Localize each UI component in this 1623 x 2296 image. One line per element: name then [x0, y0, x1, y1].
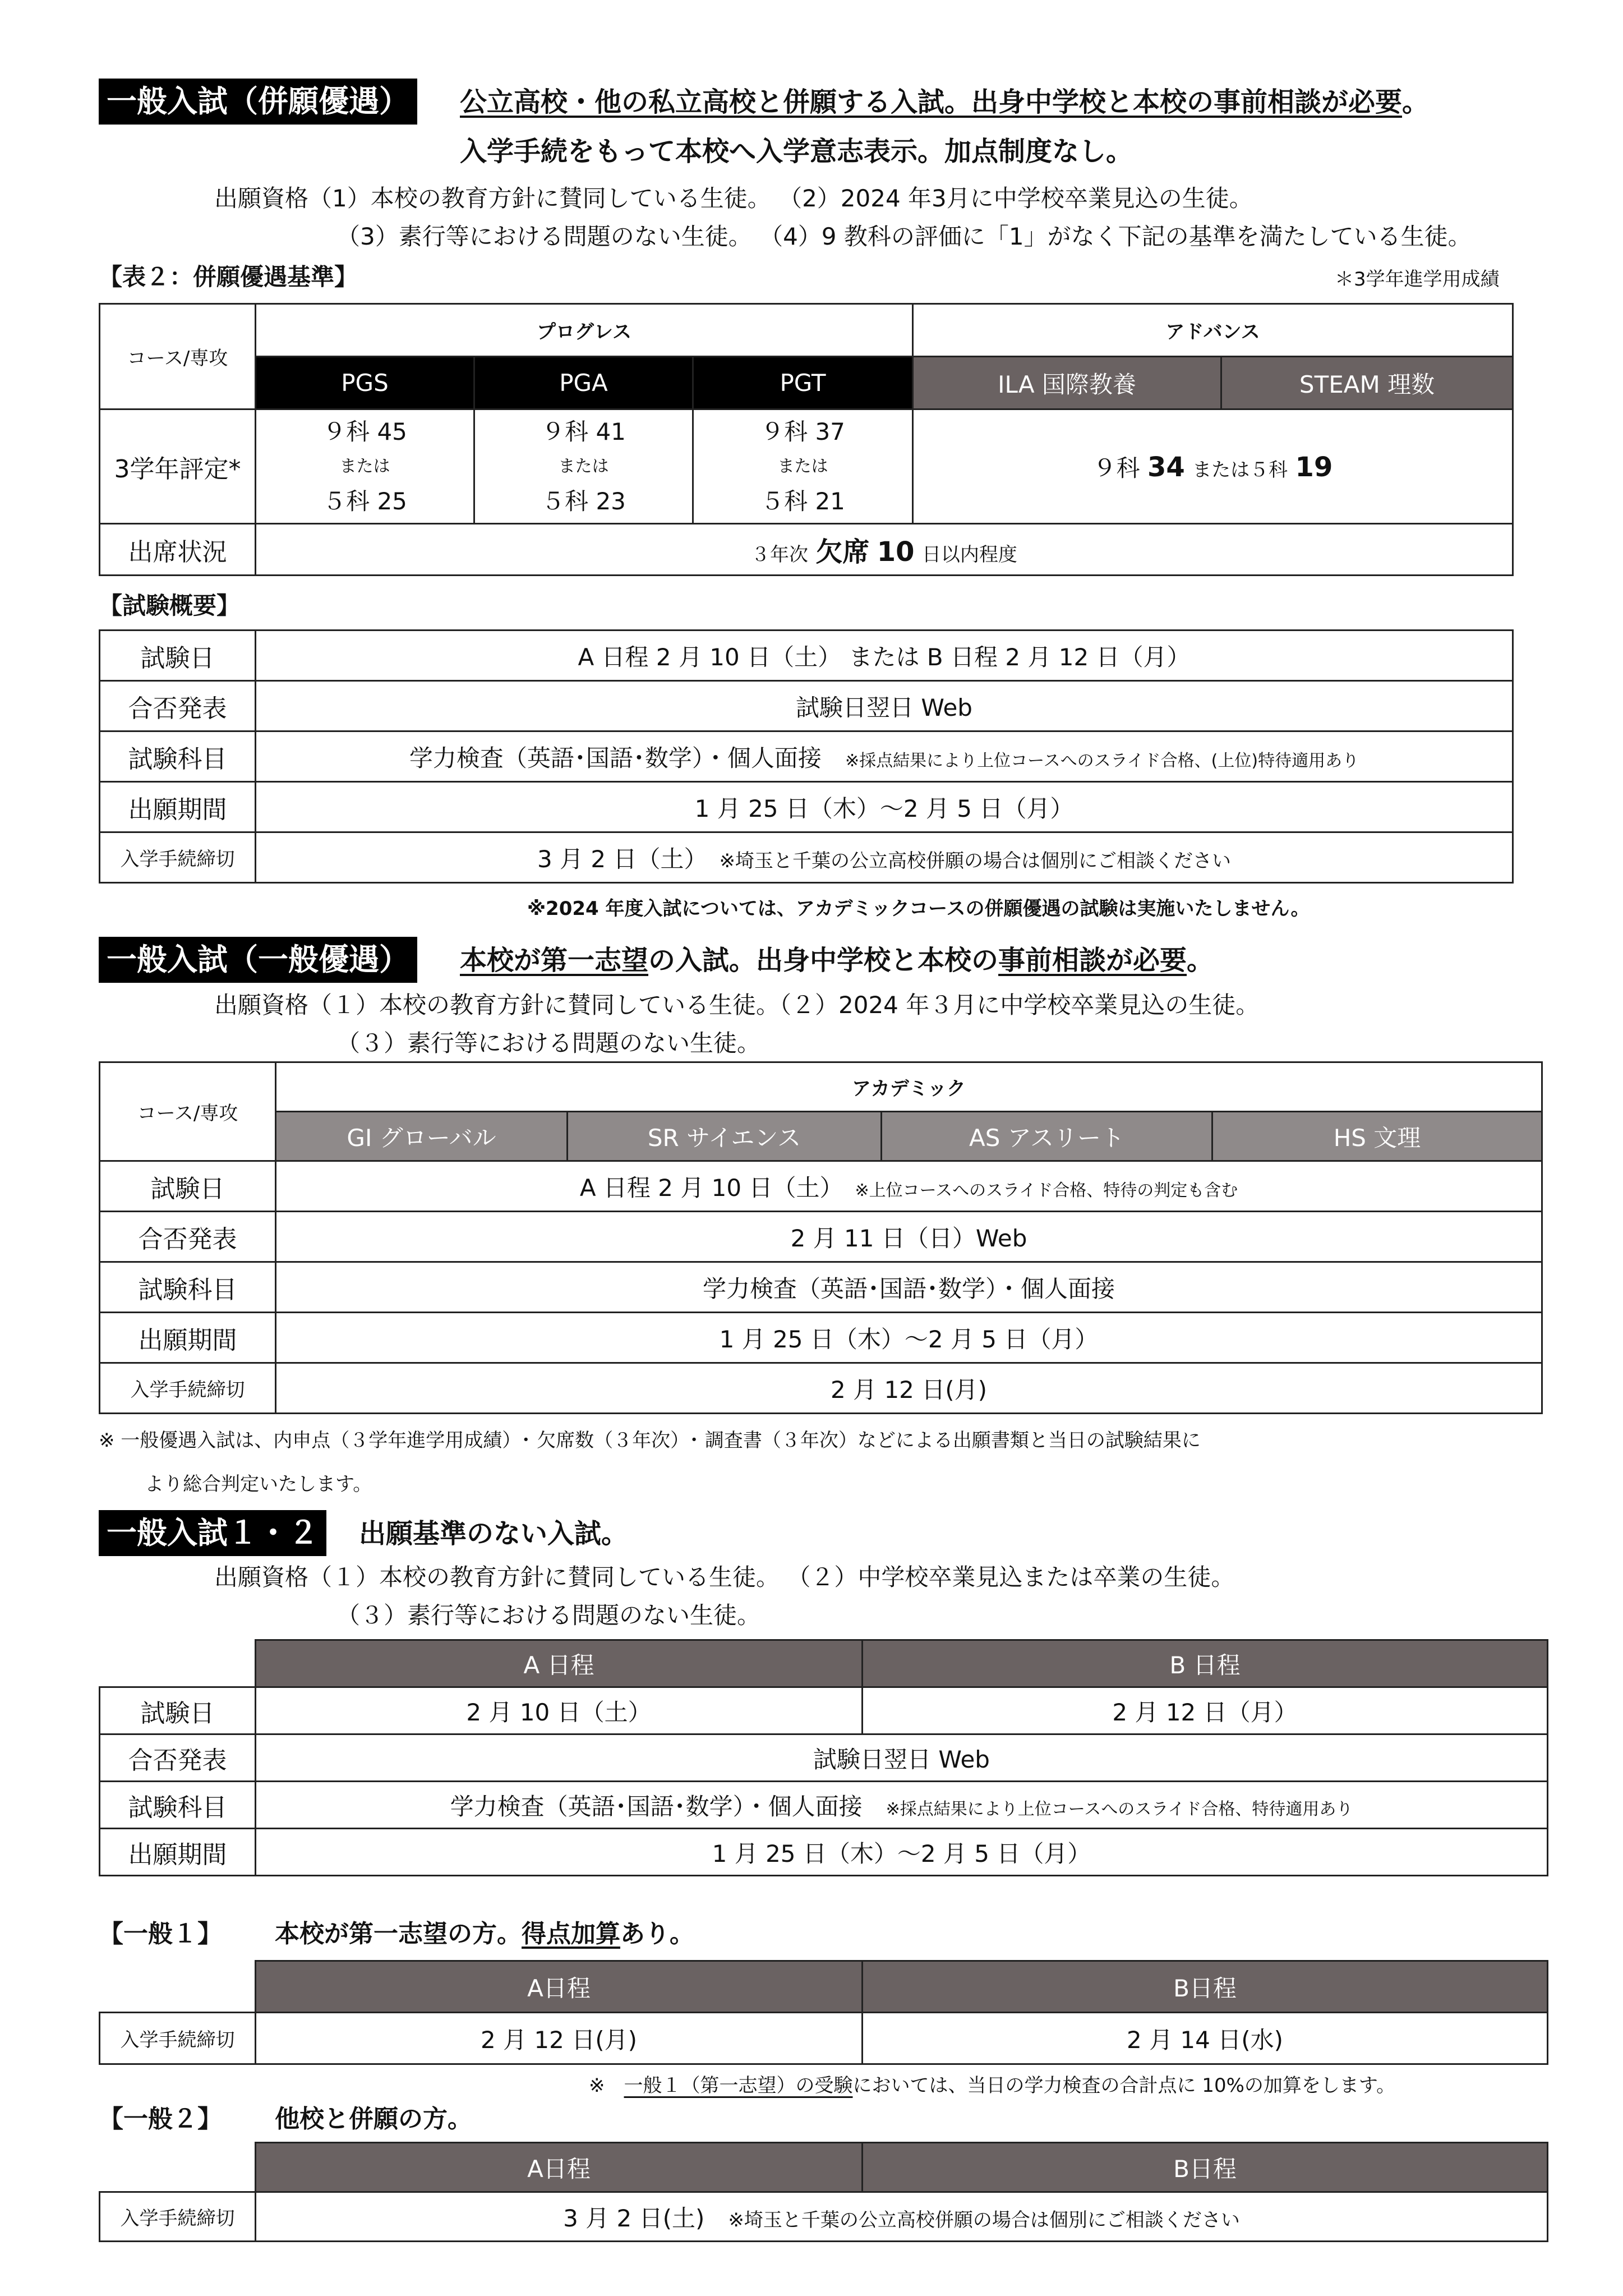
course-steam: STEAM 理数: [1221, 357, 1513, 409]
course-gi: GI グローバル: [276, 1112, 568, 1161]
ippan2-lead: 他校と併願の方。: [275, 2105, 472, 2133]
ippan2-b-header: B日程: [863, 2143, 1548, 2192]
criteria-table: [99, 303, 1514, 576]
course-as: AS アスリート: [882, 1112, 1212, 1161]
subjects-label: 試験科目: [100, 731, 256, 782]
exam-date-value: A 日程 2 月 10 日（土） または B 日程 2 月 12 日（月）: [256, 631, 1513, 681]
exam-date-label-3: 試験日: [100, 1687, 256, 1734]
ippan1-lead: 本校が第一志望の方。得点加算あり。: [275, 1920, 694, 1948]
enrollment-deadline-label: 入学手続締切: [100, 832, 256, 883]
ippan1-deadline-label: 入学手続締切: [100, 2013, 256, 2064]
exam-date-b: 2 月 12 日（月）: [863, 1687, 1548, 1734]
enrollment-deadline-value-2: 2 月 12 日(月): [276, 1363, 1542, 1414]
application-period-value: 1 月 25 日（木）～2 月 5 日（月）: [256, 782, 1513, 832]
course-ila: ILA 国際教養: [913, 357, 1221, 409]
subjects-value-2: 学力検査（英語･国語･数学）・個人面接: [276, 1262, 1542, 1313]
advance-header: アドバンス: [913, 304, 1513, 357]
ippan1-title: 【一般１】: [99, 1920, 222, 1948]
result-label-2: 合否発表: [100, 1212, 276, 1262]
section2-eligibility-2: （３）素行等における問題のない生徒。: [336, 1029, 761, 1057]
ippan2-a-header: A日程: [256, 2143, 863, 2192]
ippan1-b-header: B日程: [863, 1961, 1548, 2013]
ippan2-deadline-value: 3 月 2 日(土) ※埼玉と千葉の公立高校併願の場合は個別にご相談ください: [256, 2192, 1548, 2242]
eval-pgt: ９科 37 または ５科 21: [693, 409, 913, 524]
course-label-2: コース/専攻: [100, 1062, 276, 1161]
progress-header: プログレス: [256, 304, 913, 357]
result-value-3: 試験日翌日 Web: [256, 1734, 1548, 1782]
section1-eligibility-1: 出願資格（1）本校の教育方針に賛同している生徒。 （2）2024 年3月に中学校卒業見込の生徒。: [214, 185, 1253, 212]
ippan1-deadline-a: 2 月 12 日(月): [256, 2013, 863, 2064]
course-label: コース/専攻: [100, 304, 256, 409]
exam-date-a: 2 月 10 日（土）: [256, 1687, 863, 1734]
academic-header: アカデミック: [276, 1062, 1542, 1112]
ippan1-a-header: A日程: [256, 1961, 863, 2013]
subjects-label-2: 試験科目: [100, 1262, 276, 1313]
attendance-label: 出席状況: [100, 524, 256, 576]
ippan1-deadline-b: 2 月 14 日(水): [863, 2013, 1548, 2064]
exam-date-value-2: A 日程 2 月 10 日（土） ※上位コースへのスライド合格、特待の判定も含む: [276, 1161, 1542, 1212]
overview-title: 【試験概要】: [99, 592, 241, 619]
ippan1-note: ※ 一般１（第一志望）の受験においては、当日の学力検査の合計点に 10%の加算をします。: [589, 2074, 1396, 2097]
section1-footnote: ※2024 年度入試については、アカデミックコースの併願優遇の試験は実施いたしません。: [527, 898, 1310, 920]
application-period-value-2: 1 月 25 日（木）～2 月 5 日（月）: [276, 1313, 1542, 1363]
section3-title: 一般入試１・２: [99, 1510, 326, 1556]
exam-date-label-2: 試験日: [100, 1161, 276, 1212]
empty-corner-2: [100, 1961, 256, 2013]
enrollment-deadline-label-2: 入学手続締切: [100, 1363, 276, 1414]
section1-eligibility-2: （3）素行等における問題のない生徒。 （4）9 教科の評価に「1」がなく下記の基準を満たしている生徒。: [336, 223, 1472, 250]
general-table: [99, 1639, 1548, 1876]
section2-eligibility-1: 出願資格（１）本校の教育方針に賛同している生徒。（２）2024 年３月に中学校卒業見込の生徒。: [214, 991, 1260, 1019]
subjects-value: 学力検査（英語･国語･数学）・個人面接 ※採点結果により上位コースへのスライド合格、(上位)特待適用あり: [256, 731, 1513, 782]
section2-note-2: より総合判定いたします。: [145, 1473, 372, 1496]
table2-note: ＊3学年進学用成績: [1335, 268, 1500, 291]
eval-advance: ９科 34 または５科 19: [913, 409, 1513, 524]
eval-label: 3学年評定*: [100, 409, 256, 524]
result-label-3: 合否発表: [100, 1734, 256, 1782]
course-pgt: PGT: [693, 357, 913, 409]
schedule-b-header: B 日程: [863, 1640, 1548, 1687]
section2-title: 一般入試（一般優遇）: [99, 937, 417, 983]
result-value-2: 2 月 11 日（日）Web: [276, 1212, 1542, 1262]
application-period-value-3: 1 月 25 日（木）～2 月 5 日（月）: [256, 1829, 1548, 1876]
course-hs: HS 文理: [1212, 1112, 1542, 1161]
section3-eligibility-2: （３）素行等における問題のない生徒。: [336, 1602, 761, 1629]
course-pga: PGA: [474, 357, 693, 409]
ippan2-table: [99, 2142, 1548, 2242]
section1-title: 一般入試（併願優遇）: [99, 79, 417, 125]
ippan2-title: 【一般２】: [99, 2105, 222, 2133]
result-label: 合否発表: [100, 681, 256, 731]
application-period-label-3: 出願期間: [100, 1829, 256, 1876]
empty-corner: [100, 1640, 256, 1687]
section3-eligibility-1: 出願資格（１）本校の教育方針に賛同している生徒。 （２）中学校卒業見込または卒業の生徒。: [214, 1563, 1235, 1591]
result-value: 試験日翌日 Web: [256, 681, 1513, 731]
section2-note-1: ※ 一般優遇入試は、内申点（３学年進学用成績）･ 欠席数（３年次）･ 調査書（３年次）などによる出願書類と当日の試験結果に: [99, 1429, 1201, 1452]
section2-lead: 本校が第一志望の入試。出身中学校と本校の事前相談が必要。: [460, 945, 1214, 976]
academic-table: [99, 1061, 1543, 1414]
ippan1-table: [99, 1960, 1548, 2065]
application-period-label-2: 出願期間: [100, 1313, 276, 1363]
course-pgs: PGS: [256, 357, 474, 409]
schedule-a-header: A 日程: [256, 1640, 863, 1687]
empty-corner-3: [100, 2143, 256, 2192]
subjects-label-3: 試験科目: [100, 1782, 256, 1829]
eval-pgs: ９科 45 または ５科 25: [256, 409, 474, 524]
subjects-value-3: 学力検査（英語･国語･数学）・個人面接 ※採点結果により上位コースへのスライド合格、特待適用あり: [256, 1782, 1548, 1829]
overview-table: [99, 629, 1514, 884]
eval-pga: ９科 41 または ５科 23: [474, 409, 693, 524]
ippan2-deadline-label: 入学手続締切: [100, 2192, 256, 2242]
section3-lead: 出願基準のない入試。: [359, 1518, 629, 1549]
section1-lead1: 公立高校・他の私立高校と併願する入試。出身中学校と本校の事前相談が必要。: [460, 86, 1430, 118]
table2-title: 【表２：併願優遇基準】: [99, 263, 358, 291]
attendance-value: ３年次 欠席 10 日以内程度: [256, 524, 1513, 576]
application-period-label: 出願期間: [100, 782, 256, 832]
enrollment-deadline-value: 3 月 2 日（土） ※埼玉と千葉の公立高校併願の場合は個別にご相談ください: [256, 832, 1513, 883]
exam-date-label: 試験日: [100, 631, 256, 681]
section1-lead2: 入学手続をもって本校へ入学意志表示。加点制度なし。: [460, 136, 1133, 167]
course-sr: SR サイエンス: [568, 1112, 882, 1161]
